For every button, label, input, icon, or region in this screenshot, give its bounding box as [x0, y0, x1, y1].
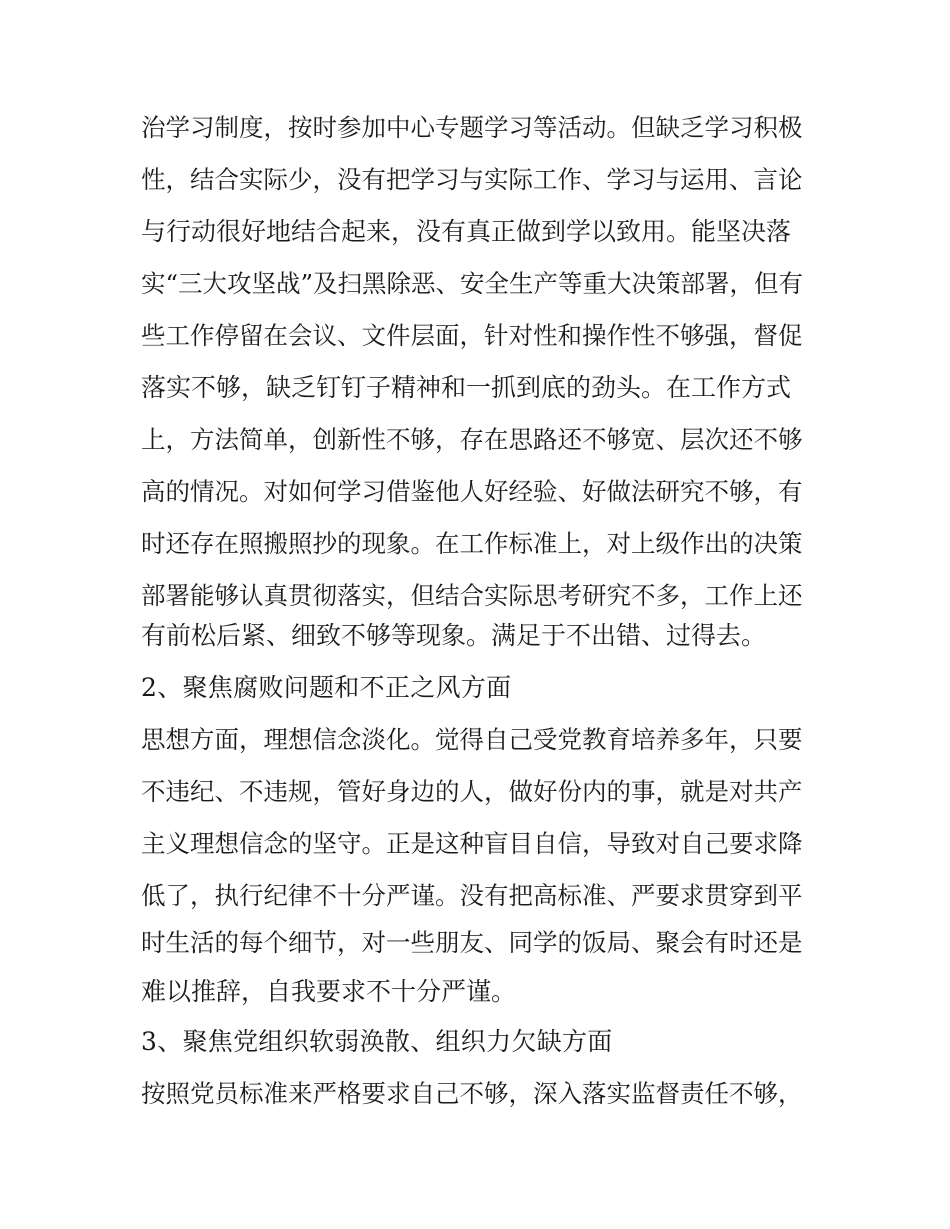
paragraph-line: 主义理想信念的坚守。正是这种盲目自信，导致对自己要求降	[141, 829, 803, 858]
paragraph-line: 按照党员标准来严格要求自己不够，深入落实监督责任不够，	[141, 1079, 803, 1108]
paragraph-line: 落实不够，缺乏钉钉子精神和一抓到底的劲头。在工作方式	[141, 373, 792, 402]
paragraph-line: 难以推辞，自我要求不十分严谨。	[141, 977, 517, 1006]
paragraph-line: 与行动很好地结合起来，没有真正做到学以致用。能坚决落	[141, 217, 792, 246]
paragraph-line: 思想方面，理想信念淡化。觉得自己受党教育培养多年，只要	[141, 725, 803, 754]
section-heading: 3、聚焦党组织软弱涣散、组织力欠缺方面	[141, 1027, 613, 1056]
paragraph-line: 上，方法简单，创新性不够，存在思路还不够宽、层次还不够	[141, 425, 803, 454]
paragraph-line: 不违纪、不违规，管好身边的人，做好份内的事，就是对共产	[141, 777, 803, 806]
paragraph-line: 高的情况。对如何学习借鉴他人好经验、好做法研究不够，有	[141, 477, 803, 506]
paragraph-line: 有前松后紧、细致不够等现象。满足于不出错、过得去。	[141, 621, 767, 650]
paragraph-line: 治学习制度，按时参加中心专题学习等活动。但缺乏学习积极	[141, 113, 803, 142]
paragraph-line: 时还存在照搬照抄的现象。在工作标准上，对上级作出的决策	[141, 529, 803, 558]
paragraph-line: 时生活的每个细节，对一些朋友、同学的饭局、聚会有时还是	[141, 928, 803, 957]
paragraph-line: 实“三大攻坚战”及扫黑除恶、安全生产等重大决策部署，但有	[141, 269, 804, 298]
paragraph-line: 性，结合实际少，没有把学习与实际工作、学习与运用、言论	[141, 165, 803, 194]
section-heading: 2、聚焦腐败问题和不正之风方面	[141, 673, 512, 702]
paragraph-line: 些工作停留在会议、文件层面，针对性和操作性不够强，督促	[141, 321, 803, 350]
paragraph-line: 部署能够认真贯彻落实，但结合实际思考研究不多，工作上还	[141, 581, 803, 610]
paragraph-line: 低了，执行纪律不十分严谨。没有把高标准、严要求贯穿到平	[141, 881, 803, 910]
